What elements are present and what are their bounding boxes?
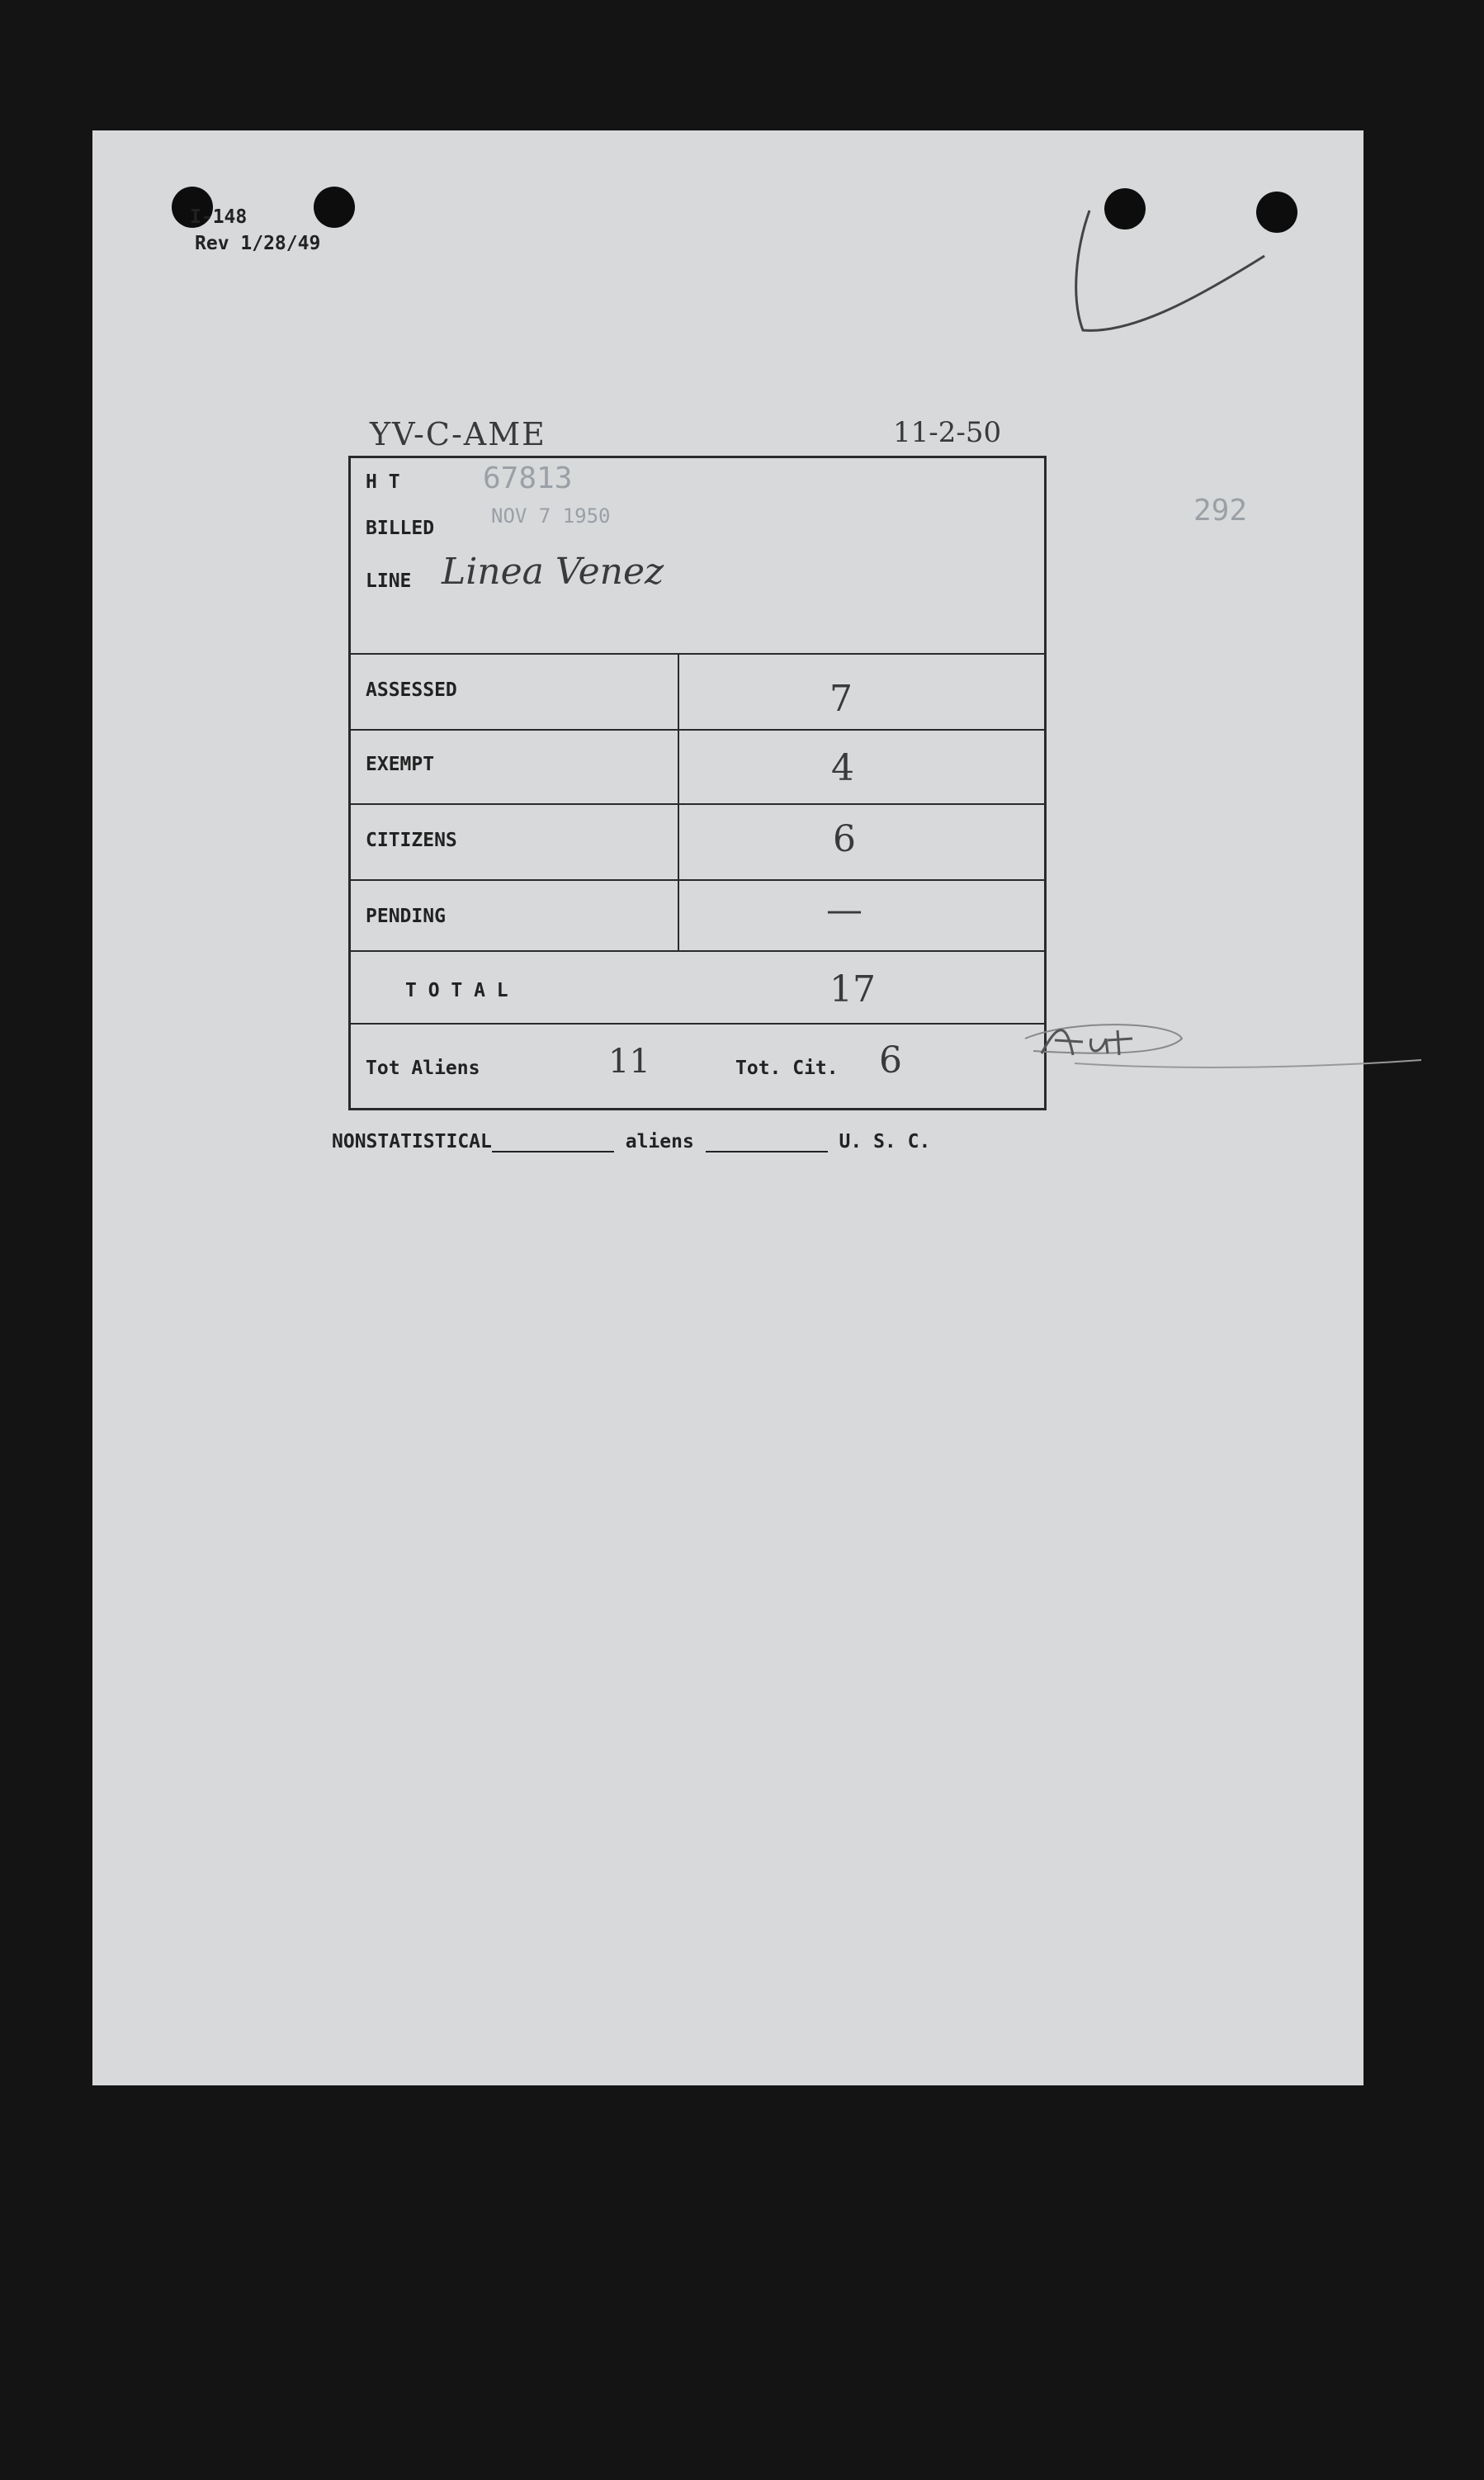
form-revision: Rev 1/28/49 — [195, 233, 321, 254]
nonstatistical-label: NONSTATISTICAL — [332, 1131, 492, 1152]
divider — [351, 879, 1047, 881]
aliens-label: aliens — [625, 1131, 694, 1152]
total-value: 17 — [829, 968, 876, 1010]
stamp-number: 292 — [1193, 494, 1248, 528]
ht-value: 67813 — [483, 461, 573, 495]
pending-label: PENDING — [366, 906, 446, 927]
form-number: I-148 — [190, 206, 248, 228]
tot-aliens-label: Tot Aliens — [366, 1058, 480, 1079]
nonstatistical-line — [332, 1131, 930, 1152]
citizens-label: CITIZENS — [366, 830, 457, 851]
pending-value: — — [826, 889, 863, 931]
ht-label: H T — [366, 471, 400, 493]
tot-cit-label: Tot. Cit. — [735, 1058, 839, 1079]
line-value: Linea Venez — [442, 551, 664, 593]
tot-aliens-value: 11 — [608, 1043, 650, 1081]
exempt-value: 4 — [831, 747, 854, 789]
billed-stamp: NOV 7 1950 — [491, 504, 611, 528]
line-label: LINE — [366, 570, 412, 592]
handwritten-code: YV-C-AME — [370, 416, 546, 452]
handwritten-date: 11-2-50 — [893, 416, 1002, 449]
document-page — [92, 130, 1363, 2085]
punch-hole — [314, 187, 355, 228]
usc-label: U. S. C. — [839, 1131, 931, 1152]
column-divider — [678, 653, 679, 950]
divider — [351, 803, 1047, 805]
exempt-label: EXEMPT — [366, 754, 435, 775]
divider — [351, 653, 1047, 655]
check-mark-annotation — [1066, 198, 1281, 347]
citizens-value: 6 — [833, 818, 856, 860]
divider — [351, 1023, 1047, 1025]
nonstatistical-blank — [492, 1134, 614, 1152]
assessed-label: ASSESSED — [366, 679, 457, 701]
divider — [351, 950, 1047, 952]
tot-cit-value: 6 — [879, 1039, 902, 1081]
billed-label: BILLED — [366, 518, 435, 539]
divider — [351, 729, 1047, 731]
form-table — [348, 456, 1047, 1110]
aliens-blank — [706, 1134, 828, 1152]
assessed-value: 7 — [829, 678, 853, 720]
total-label: T O T A L — [405, 980, 508, 1001]
initials-signature — [1009, 1006, 1438, 1088]
